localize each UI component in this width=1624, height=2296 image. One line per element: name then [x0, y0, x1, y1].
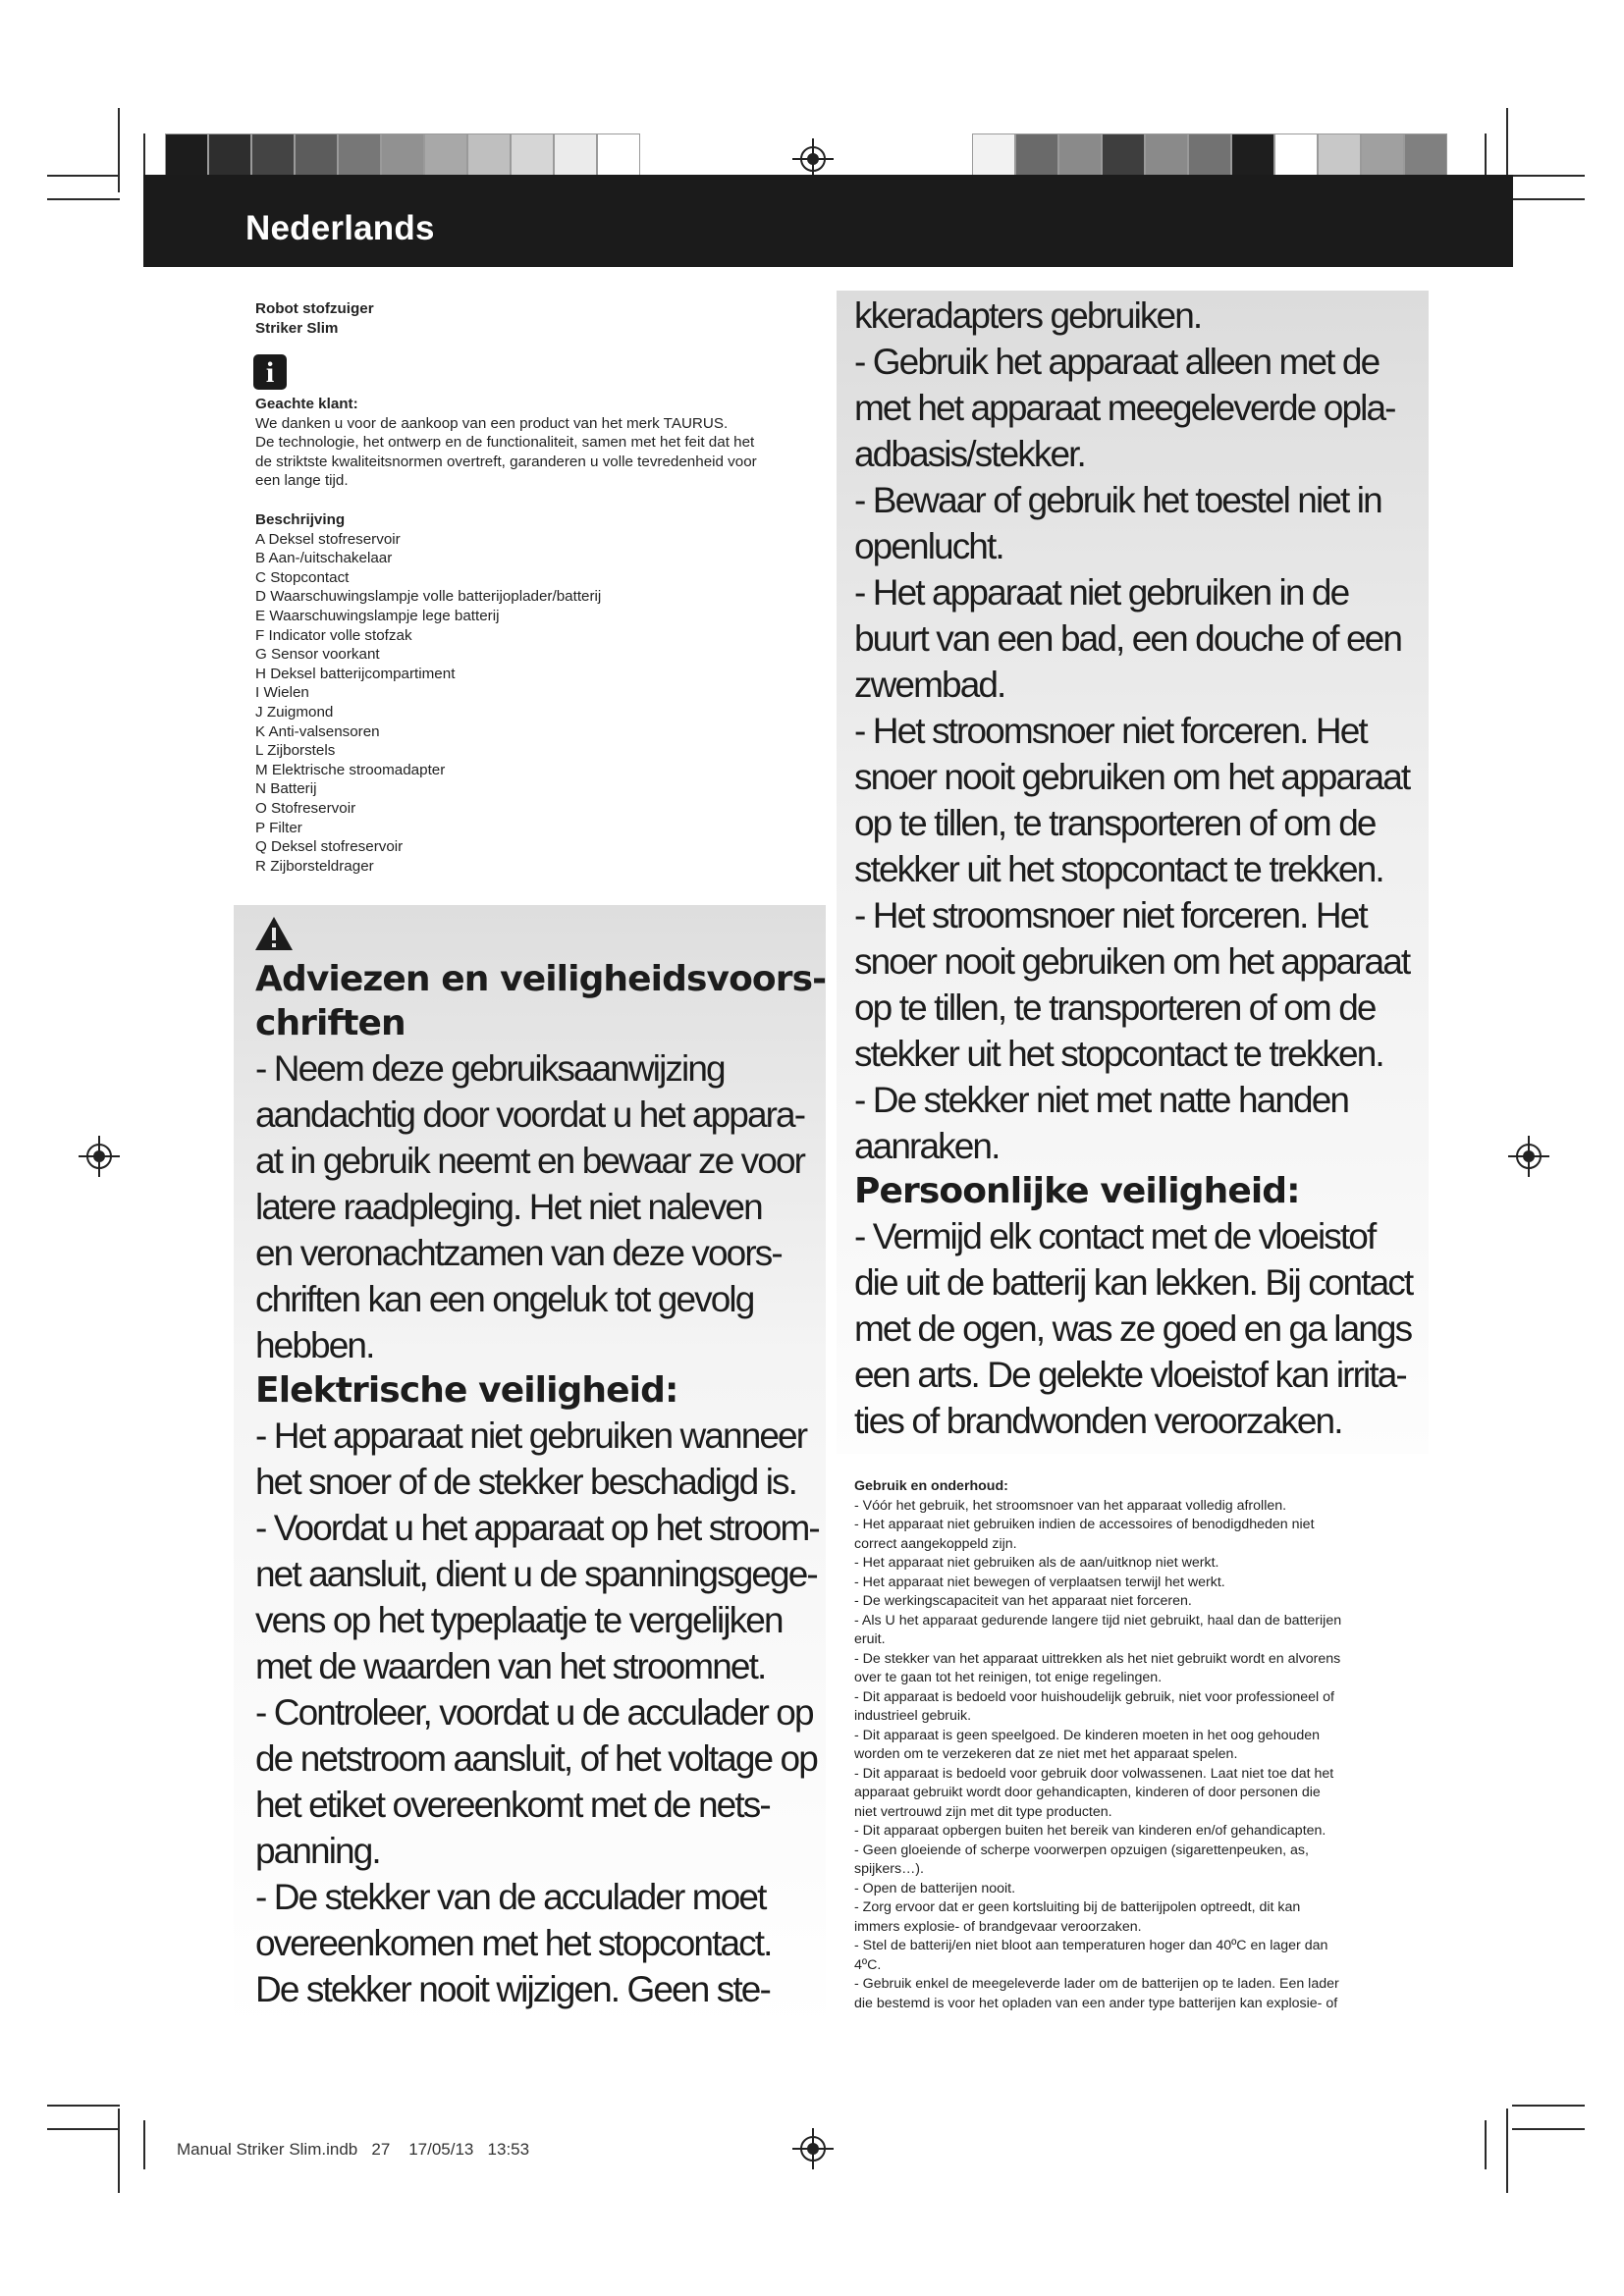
intro-line: de striktste kwaliteitsnormen overtreft, garanderen u volle tevredenheid voor [255, 453, 757, 470]
color-swatch [1361, 133, 1404, 179]
description-item: P Filter [255, 819, 302, 836]
crop-mark [47, 175, 120, 177]
usage-line: niet vertrouwd zijn met dit type producten. [854, 1803, 1112, 1820]
description-item: L Zijborstels [255, 742, 336, 760]
crop-mark [1512, 2105, 1585, 2107]
crop-mark [118, 108, 120, 192]
usage-line: correct aangekoppeld zijn. [854, 1535, 1017, 1552]
personal-safety-text [854, 1213, 1434, 1444]
personal-safety-heading: Persoonlijke veiligheid: [854, 1171, 1300, 1211]
color-swatch [165, 133, 208, 179]
registration-mark-icon [792, 138, 834, 180]
intro-text [255, 414, 757, 491]
crop-mark [143, 2120, 145, 2169]
safety-right-line: op te tillen, te transporteren of om de [854, 803, 1376, 843]
safety-intro-line: latere raadpleging. Het niet naleven [255, 1187, 762, 1227]
usage-line: - Zorg ervoor dat er geen kortsluiting bij de batterijpolen optreedt, dit kan [854, 1899, 1301, 1915]
color-swatch [1058, 133, 1102, 179]
personal-safety-line: een arts. De gelekte vloeistof kan irrita- [854, 1355, 1406, 1395]
usage-line: spijkers…). [854, 1861, 924, 1877]
crop-mark [1512, 2128, 1585, 2130]
description-item: J Zuigmond [255, 703, 334, 721]
electric-safety-line: - Controleer, voordat u de acculader op [255, 1692, 813, 1733]
electric-safety-line: De stekker nooit wijzigen. Geen ste- [255, 1969, 770, 2009]
safety-right-line: met het apparaat meegeleverde opla- [854, 388, 1395, 428]
usage-heading: Gebruik en onderhoud: [854, 1478, 1008, 1494]
usage-line: - Het apparaat niet bewegen of verplaatsen terwijl het werkt. [854, 1574, 1225, 1590]
description-heading: Beschrijving [255, 511, 346, 528]
safety-right-line: - Het apparaat niet gebruiken in de [854, 572, 1349, 613]
usage-line: eruit. [854, 1631, 886, 1647]
usage-line: - Gebruik enkel de meegeleverde lader om de batterijen op te laden. Een lader [854, 1976, 1339, 1992]
color-swatch [511, 133, 554, 179]
electric-safety-line: met de waarden van het stroomnet. [255, 1646, 766, 1686]
color-bar-right [972, 133, 1447, 179]
footer-slug: Manual Striker Slim.indb 27 17/05/13 13:53 [177, 2140, 530, 2159]
color-swatch [972, 133, 1015, 179]
usage-line: - Het apparaat niet gebruiken indien de accessoires of benodigdheden niet [854, 1517, 1315, 1532]
usage-line: - Als U het apparaat gedurende langere tijd niet gebruikt, haal dan de batterijen [854, 1612, 1342, 1629]
safety-intro-line: aandachtig door voordat u het appara- [255, 1095, 805, 1135]
color-swatch [208, 133, 251, 179]
description-item: E Waarschuwingslampje lege batterij [255, 607, 500, 624]
electric-safety-line: het etiket overeenkomt met de nets- [255, 1785, 770, 1825]
intro-line: een lange tijd. [255, 472, 349, 490]
language-title: Nederlands [245, 209, 435, 247]
safety-right-line: - Gebruik het apparaat alleen met de [854, 342, 1380, 382]
crop-mark [1512, 175, 1585, 177]
safety-right-line: stekker uit het stopcontact te trekken. [854, 1034, 1383, 1074]
usage-line: - Het apparaat niet gebruiken als de aan/uitknop niet werkt. [854, 1555, 1219, 1571]
color-swatch [1145, 133, 1188, 179]
info-icon: i [253, 354, 287, 390]
intro-line: We danken u voor de aankoop van een product van het merk TAURUS. [255, 414, 729, 432]
safety-right-line: zwembad. [854, 665, 1005, 705]
safety-intro-line: hebben. [255, 1325, 374, 1365]
safety-intro-line: en veronachtzamen van deze voors- [255, 1233, 782, 1273]
safety-title-line: chriften [255, 1003, 406, 1043]
color-swatch [1404, 133, 1447, 179]
usage-line: 4ºC. [854, 1956, 882, 1973]
electric-safety-line: overeenkomen met het stopcontact. [255, 1923, 772, 1963]
color-swatch [424, 133, 467, 179]
safety-right-line: openlucht. [854, 526, 1003, 566]
description-item: R Zijborsteldrager [255, 857, 374, 875]
registration-mark-icon [79, 1136, 120, 1177]
electric-safety-text [255, 1413, 825, 2012]
description-item: Q Deksel stofreservoir [255, 838, 404, 856]
safety-right-text [854, 293, 1434, 1169]
description-item: C Stopcontact [255, 568, 350, 586]
description-item: B Aan-/uitschakelaar [255, 550, 393, 567]
crop-mark [1512, 198, 1585, 200]
crop-mark [118, 2109, 120, 2193]
description-item: H Deksel batterijcompartiment [255, 665, 456, 682]
color-swatch [1015, 133, 1058, 179]
usage-line: - Dit apparaat is bedoeld voor huishoudelijk gebruik, niet voor professioneel of [854, 1688, 1334, 1705]
description-item: A Deksel stofreservoir [255, 530, 401, 548]
safety-title-line: Adviezen en veiligheidsvoors- [255, 959, 827, 999]
usage-line: - Dit apparaat is geen speelgoed. De kinderen moeten in het oog gehouden [854, 1727, 1321, 1743]
warning-icon [253, 915, 295, 952]
description-item: F Indicator volle stofzak [255, 626, 412, 644]
usage-line: apparaat gebruikt wordt door gehandicapten, kinderen of door personen die [854, 1785, 1321, 1800]
safety-intro-line: chriften kan een ongeluk tot gevolg [255, 1279, 754, 1319]
color-swatch [554, 133, 597, 179]
personal-safety-line: ties of brandwonden veroorzaken. [854, 1401, 1342, 1441]
personal-safety-line: - Vermijd elk contact met de vloeistof [854, 1216, 1376, 1256]
safety-right-line: adbasis/stekker. [854, 434, 1085, 474]
safety-right-content [854, 293, 1434, 1444]
safety-right-line: snoer nooit gebruiken om het apparaat [854, 941, 1410, 982]
safety-right-line: snoer nooit gebruiken om het apparaat [854, 757, 1410, 797]
safety-right-line: - De stekker niet met natte handen [854, 1080, 1349, 1120]
description-item: I Wielen [255, 684, 309, 702]
usage-line: - Stel de batterij/en niet bloot aan temperaturen hoger dan 40ºC en lager dan [854, 1938, 1328, 1953]
safety-right-line: - Het stroomsnoer niet forceren. Het [854, 895, 1367, 935]
usage-line: immers explosie- of brandgevaar veroorzaken. [854, 1918, 1142, 1935]
usage-line: - Dit apparaat opbergen buiten het bereik van kinderen en/of gehandicapten. [854, 1823, 1326, 1839]
color-bar-left [165, 133, 640, 179]
personal-safety-line: die uit de batterij kan lekken. Bij contact [854, 1262, 1413, 1303]
crop-mark [47, 2105, 120, 2107]
electric-safety-line: panning. [255, 1831, 380, 1871]
crop-mark [1506, 2109, 1508, 2193]
safety-right-line: aanraken. [854, 1126, 1000, 1166]
intro-line: De technologie, het ontwerp en de functionaliteit, samen met het feit dat het [255, 434, 755, 452]
description-item: G Sensor voorkant [255, 646, 380, 664]
color-swatch [1318, 133, 1361, 179]
description-list [255, 530, 601, 877]
crop-mark [47, 2128, 120, 2130]
color-swatch [1102, 133, 1145, 179]
crop-mark [47, 198, 120, 200]
product-line-2: Striker Slim [255, 319, 339, 337]
color-swatch [338, 133, 381, 179]
usage-line: - De stekker van het apparaat uittrekken als het niet gebruikt wordt en alvorens [854, 1650, 1341, 1667]
usage-line: die bestemd is voor het opladen van een ander type batterijen kan explosie- of [854, 1995, 1338, 2011]
electric-safety-line: net aansluit, dient u de spanningsgege- [255, 1554, 817, 1594]
usage-section [854, 1477, 1443, 2013]
color-swatch [381, 133, 424, 179]
safety-intro [255, 1045, 825, 1368]
color-swatch [295, 133, 338, 179]
usage-line: - De werkingscapaciteit van het apparaat niet forceren. [854, 1593, 1192, 1609]
safety-title [255, 957, 825, 1045]
electric-safety-line: - Het apparaat niet gebruiken wanneer [255, 1415, 807, 1456]
description-section [255, 510, 601, 876]
usage-line: - Vóór het gebruik, het stroomsnoer van het apparaat volledig afrollen. [854, 1497, 1287, 1514]
personal-safety-line: met de ogen, was ze goed en ga langs [854, 1308, 1412, 1349]
safety-right-line: kkeradapters gebruiken. [854, 295, 1202, 336]
color-swatch [467, 133, 511, 179]
description-item: O Stofreservoir [255, 799, 356, 817]
color-swatch [1188, 133, 1231, 179]
color-swatch [1231, 133, 1274, 179]
intro-heading: Geachte klant: [255, 396, 358, 412]
usage-line: - Geen gloeiende of scherpe voorwerpen opzuigen (sigarettenpeuken, as, [854, 1842, 1309, 1858]
registration-mark-icon [792, 2128, 834, 2169]
electric-safety-line: - Voordat u het apparaat op het stroom- [255, 1508, 819, 1548]
color-swatch [251, 133, 295, 179]
color-swatch [1274, 133, 1318, 179]
description-item: M Elektrische stroomadapter [255, 761, 446, 778]
usage-line: over te gaan tot het reinigen, tot enige regelingen. [854, 1670, 1163, 1685]
color-swatch [597, 133, 640, 179]
description-item: D Waarschuwingslampje volle batterijoplader/batterij [255, 588, 602, 606]
description-item: N Batterij [255, 780, 317, 798]
safety-left-content [255, 957, 825, 2012]
safety-right-line: stekker uit het stopcontact te trekken. [854, 849, 1383, 889]
product-name [255, 299, 374, 338]
product-line-1: Robot stofzuiger [255, 300, 374, 317]
safety-right-line: buurt van een bad, een douche of een [854, 618, 1402, 659]
electric-safety-line: de netstroom aansluit, of het voltage op [255, 1738, 817, 1779]
usage-line: worden om te verzekeren dat ze niet met het apparaat spelen. [854, 1746, 1238, 1762]
safety-intro-line: at in gebruik neemt en bewaar ze voor [255, 1141, 805, 1181]
electric-safety-line: vens op het typeplaatje te vergelijken [255, 1600, 783, 1640]
intro-section [255, 395, 757, 491]
safety-right-line: - Het stroomsnoer niet forceren. Het [854, 711, 1367, 751]
electric-safety-line: het snoer of de stekker beschadigd is. [255, 1462, 797, 1502]
registration-mark-icon [1508, 1136, 1549, 1177]
electric-safety-heading: Elektrische veiligheid: [255, 1370, 678, 1411]
crop-mark [1485, 2120, 1487, 2169]
safety-right-line: op te tillen, te transporteren of om de [854, 988, 1376, 1028]
usage-text [854, 1497, 1443, 2014]
usage-line: - Open de batterijen nooit. [854, 1880, 1016, 1896]
description-item: K Anti-valsensoren [255, 722, 380, 740]
usage-line: industrieel gebruik. [854, 1708, 972, 1724]
safety-right-line: - Bewaar of gebruik het toestel niet in [854, 480, 1381, 520]
safety-intro-line: - Neem deze gebruiksaanwijzing [255, 1048, 725, 1089]
usage-line: - Dit apparaat is bedoeld voor gebruik door volwassenen. Laat niet toe dat het [854, 1765, 1334, 1782]
electric-safety-line: - De stekker van de acculader moet [255, 1877, 766, 1917]
